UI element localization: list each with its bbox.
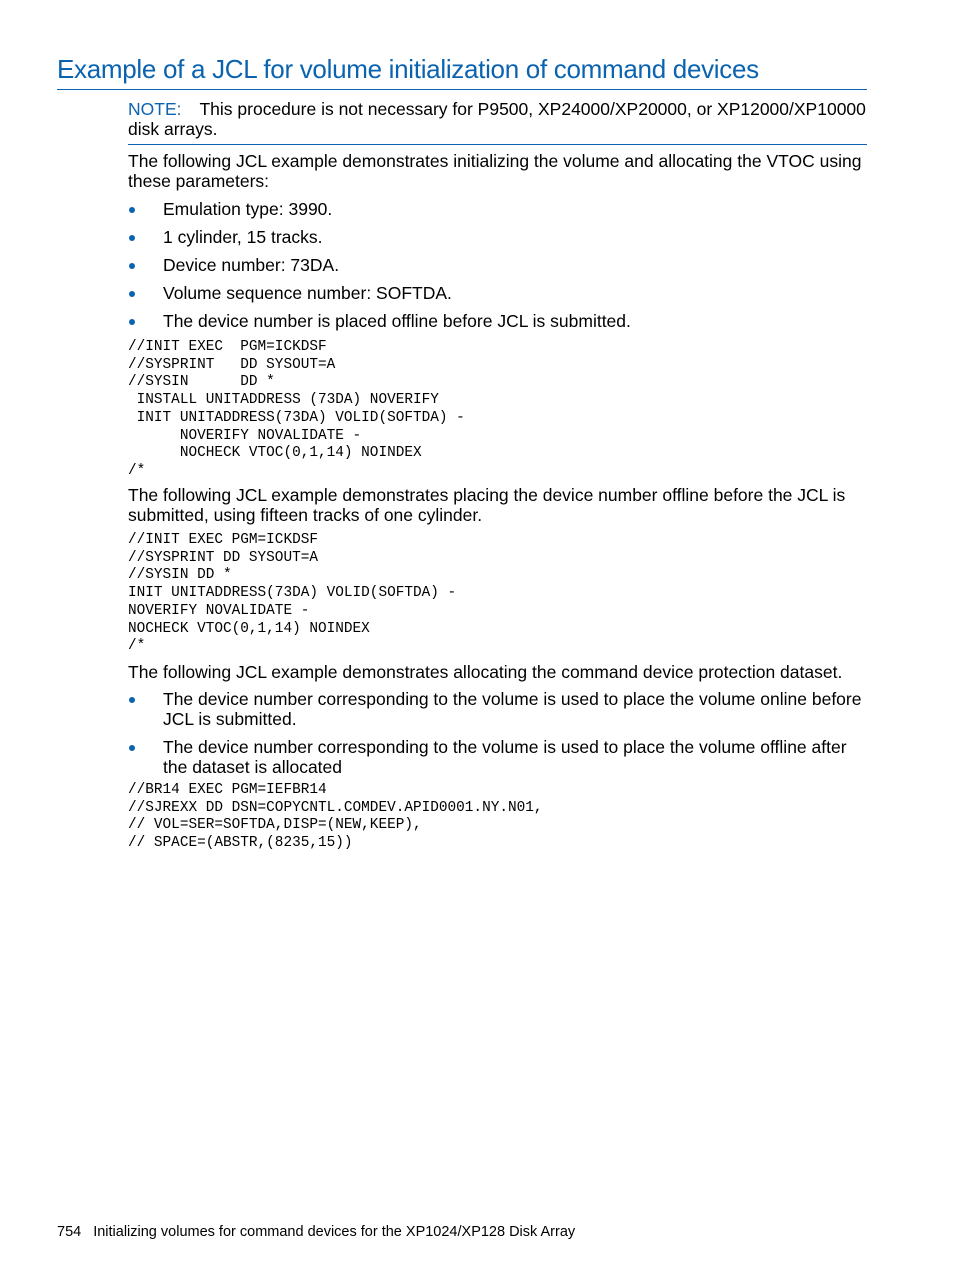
list-item-text: Device number: 73DA. bbox=[163, 255, 340, 275]
list-item-text: The device number corresponding to the volume is used to place the volume online before JCL is submitted. bbox=[163, 689, 862, 729]
note-box bbox=[128, 99, 867, 145]
code-block-init-volume: //INIT EXEC PGM=ICKDSF //SYSPRINT DD SYSOUT=A //SYSIN DD * INSTALL UNITADDRESS (73DA) NOVERIFY INIT UNITADDRESS(73DA) VOLID(SOFTDA) - NOVERIFY NOVALIDATE - NOCHECK VTOC(0,1,14) NOINDEX /* bbox=[128, 339, 465, 479]
note-label: NOTE: bbox=[128, 99, 182, 119]
code-block-allocate: //BR14 EXEC PGM=IEFBR14 //SJREXX DD DSN=COPYCNTL.COMDEV.APID0001.NY.N01, // VOL=SER=SOFTDA,DISP=(NEW,KEEP), // SPACE=(ABSTR,(8235,15)) bbox=[128, 782, 543, 852]
protection-paragraph: The following JCL example demonstrates allocating the command device protection dataset. bbox=[128, 662, 843, 682]
note-text: This procedure is not necessary for P9500, XP24000/XP20000, or XP12000/XP10000 disk arrays. bbox=[128, 99, 866, 139]
bullet-icon bbox=[129, 235, 135, 241]
page-footer bbox=[57, 1222, 575, 1242]
bullet-icon bbox=[129, 263, 135, 269]
offline-paragraph: The following JCL example demonstrates placing the device number offline before the JCL is submitted, using fifteen tracks of one cylinder. bbox=[128, 485, 846, 525]
parameter-list bbox=[128, 199, 868, 339]
list-item-text: The device number corresponding to the volume is used to place the volume offline after the dataset is allocated bbox=[163, 737, 847, 777]
intro-paragraph: The following JCL example demonstrates initializing the volume and allocating the VTOC using these parameters: bbox=[128, 151, 862, 191]
device-list bbox=[128, 689, 868, 785]
list-item-text: Volume sequence number: SOFTDA. bbox=[163, 283, 452, 303]
list-item-text: The device number is placed offline before JCL is submitted. bbox=[163, 311, 631, 331]
bullet-icon bbox=[129, 319, 135, 325]
list-item-text: Emulation type: 3990. bbox=[163, 199, 333, 219]
list-item bbox=[128, 689, 868, 729]
list-item bbox=[128, 255, 868, 275]
code-block-offline: //INIT EXEC PGM=ICKDSF //SYSPRINT DD SYSOUT=A //SYSIN DD * INIT UNITADDRESS(73DA) VOLID(SOFTDA) - NOVERIFY NOVALIDATE - NOCHECK VTOC(0,1,14) NOINDEX /* bbox=[128, 532, 457, 655]
list-item bbox=[128, 311, 868, 331]
list-item-text: 1 cylinder, 15 tracks. bbox=[163, 227, 323, 247]
bullet-icon bbox=[129, 697, 135, 703]
list-item bbox=[128, 283, 868, 303]
list-item bbox=[128, 227, 868, 247]
bullet-icon bbox=[129, 291, 135, 297]
bullet-icon bbox=[129, 745, 135, 751]
bullet-icon bbox=[129, 207, 135, 213]
list-item bbox=[128, 737, 868, 777]
page-number: 754 bbox=[57, 1224, 82, 1240]
page-title: Example of a JCL for volume initialization of command devices bbox=[57, 52, 867, 90]
footer-text: Initializing volumes for command devices for the XP1024/XP128 Disk Array bbox=[93, 1224, 576, 1240]
list-item bbox=[128, 199, 868, 219]
